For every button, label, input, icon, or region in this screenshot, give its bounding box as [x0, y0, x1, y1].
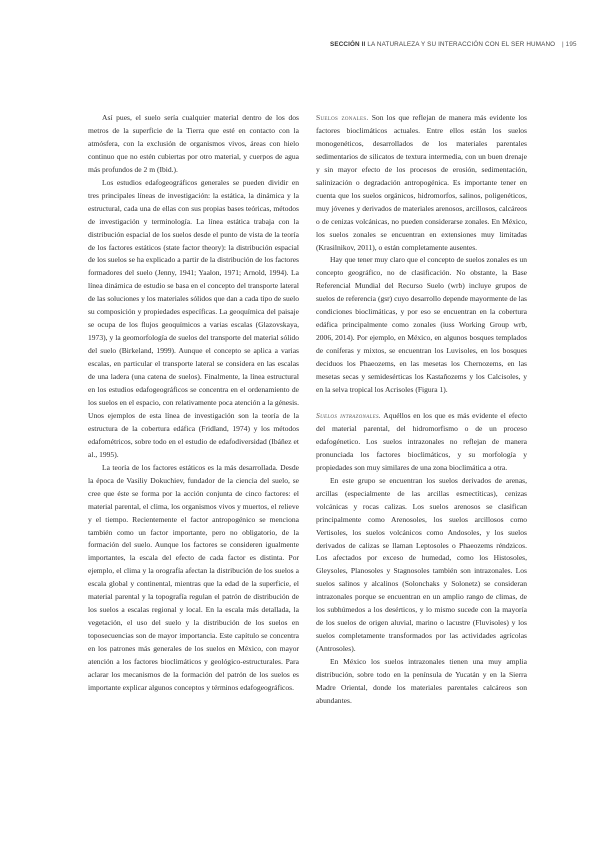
- suelos-zonales-text: Son los que reflejan de manera más evidente los factores bioclimáticos actuales. Entre ellos están los suelos monogenéticos, desarrollados de los materiales parentales sedimentarios de silicatos de textura intermedia, con un buen drenaje y sin mayor efecto de los procesos de erosión, sedimentación, salinización o degradación antropogénica. Es importante tener en cuenta que los suelos orgánicos, hidromorfos, salinos, poligenéticos, muy jóvenes y derivados de materiales arenosos, arcillosos, calcáreos o de cenizas volcánicas, no pueden considerarse zonales. En México, los suelos zonales se encuentran en extensiones muy limitadas (Krasilnikov, 2011), o están completamente ausentes.: [316, 113, 527, 252]
- paragraph-research-lines: Los estudios edafogeográficos generales se pueden dividir en tres principales líneas de investigación: la estática, la dinámica y la estructural, cada una de ellas con sus propias bases teóricas, métodos de investigación y terminología. La línea estática trabaja con la distribución espacial de los suelos desde el punto de vista de la teoría de los factores estáticos (state factor theory): la distribución espacial de los suelos se ha explicado a partir de la distribución de los factores formadores del suelo (Jenny, 1941; Yaalon, 1971; Arnold, 1994). La línea dinámica de estudio se basa en el concepto del transporte lateral de las soluciones y los materiales sólidos que dan a cada tipo de suelo su composición y propiedades específicas. La geoquímica del paisaje se ocupa de los flujos geoquímicos a varias escalas (Glazovskaya, 1973), y la geomorfología de suelos del transporte del material sólido del suelo (Birkeland, 1999). Aunque el concepto se aplica a varias escalas, en particular el transporte lateral se considera en las escalas de una ladera (una catena de suelos). Finalmente, la línea estructural en los estudios edafogeográficos se concentra en el ordenamiento de los suelos en el espacio, con relativamente poca atención a la génesis. Unos ejemplos de esta línea de investigación son la teoría de la estructura de la cobertura edáfica (Fridland, 1974) y los métodos edafométricos, sobre todo en el estudio de edafodiversidad (Ibáñez et al., 1995).: [88, 177, 299, 459]
- suelos-zonales-heading: Suelos zonales.: [316, 113, 369, 122]
- suelos-intrazonales-heading: Suelos intrazonales.: [316, 410, 381, 420]
- page-number: | 195: [562, 41, 577, 48]
- section-label: SECCIÓN II: [330, 41, 366, 48]
- left-column: [88, 112, 299, 695]
- paragraph-suelo-definition: Así pues, el suelo sería cualquier material dentro de los dos metros de la superficie de la Tierra que esté en contacto con la atmósfera, con la exclusión de organismos vivos, áreas con hielo continuo que no estén cubiertas por otro material, y cuerpos de agua más profundos de 2 m (Ibid.).: [88, 113, 299, 174]
- running-header: [330, 41, 577, 48]
- section-subtitle: LA NATURALEZA Y SU INTERACCIÓN CON EL SER HUMANO: [367, 41, 556, 48]
- suelos-intrazonales-text: Aquéllos en los que es más evidente el efecto del material parental, del hidromorfismo o de un proceso edafogénetico. Los suelos intrazonales no reflejan de manera pronunciada los factores bioclimáticos, y su morfología y propiedades son muy similares de una zona bioclimática a otra.: [316, 410, 527, 472]
- paragraph-wrb: Hay que tener muy claro que el concepto de suelos zonales es un concepto geográfico, no de clasificación. No obstante, la Base Referencial Mundial del Recurso Suelo (wrb) incluye grupos de suelos de referencia (gsr) cuyo desarrollo depende mayormente de las condiciones bioclimáticas, y por eso se encuentran en la cobertura edáfica principalmente como zonales (iuss Working Group wrb, 2006, 2014). Por ejemplo, en México, en algunos bosques templados de coníferas y mixtos, se encuentran los Luvisoles, en los bosques deciduos los Phaeozems, en las mesetas los Chernozems, en las mesetas secas y semidesérticas los Kastañozems y los Calcisoles, y en la selva tropical los Acrisoles (Figura 1).: [316, 255, 527, 395]
- paragraph-static-factors: La teoría de los factores estáticos es la más desarrollada. Desde la época de Vasiliy Dokuchiev, fundador de la ciencia del suelo, se cree que éste se forma por la acción conjunta de cinco factores: el material parental, el clima, los organismos vivos y muertos, el relieve y el tiempo. Recientemente el factor antropogénico se menciona también como un factor importante, pero no obligatorio, de la formación del suelo. Aunque los factores se consideren igualmente importantes, la escala del efecto de cada factor es distinta. Por ejemplo, el clima y la orografía afectan la distribución de los suelos a escala global y continental, mientras que la edad de la superficie, el material parental y la topografía regulan el patrón de distribución de los suelos a escalas regional y local. En la escala más detallada, la vegetación, el uso del suelo y la distribución de los suelos en toposecuencias son de mayor importancia. Este capítulo se concentra en los patrones más generales de los suelos en México, con mayor atención a los factores bioclimáticos y geológico-estructurales. Para aclarar los mecanismos de la formación del patrón de los suelos es importante explicar algunos conceptos y términos edafogeográficos.: [88, 462, 299, 692]
- paragraph-intrazonal-group: En este grupo se encuentran los suelos derivados de arenas, arcillas (especialmente de las arcillas esmectíticas), cenizas volcánicas y rocas calizas. Los suelos arenosos se clasifican principalmente como Arenosoles, los suelos arcillosos como Vertisoles, los suelos volcánicos como Andosoles, y los suelos derivados de calizas se llaman Leptosoles o Phaeozems réndzicos. Los afectados por exceso de humedad, como los Histosoles, Gleysoles, Planosoles y Stagnosoles también son intrazonales. Los suelos salinos y alcalinos (Solonchaks y Solonetz) se consideran intrazonales porque se encuentran en un amplio rango de climas, de los subhúmedos a los desérticos, y lo mismo sucede con la mayoría de los suelos de origen aluvial, marino o lacustre (Fluvisoles) y los suelos completamente transformados por las actividades agrícolas (Antrosoles).: [316, 475, 527, 654]
- paragraph-suelos-intrazonales: [316, 410, 527, 475]
- right-column: [316, 112, 527, 708]
- paragraph-mexico-distribution: En México los suelos intrazonales tienen una muy amplia distribución, sobre todo en la península de Yucatán y en la Sierra Madre Oriental, donde los materiales parentales calcáreos son abundantes.: [316, 657, 527, 705]
- paragraph-suelos-zonales: [316, 112, 527, 254]
